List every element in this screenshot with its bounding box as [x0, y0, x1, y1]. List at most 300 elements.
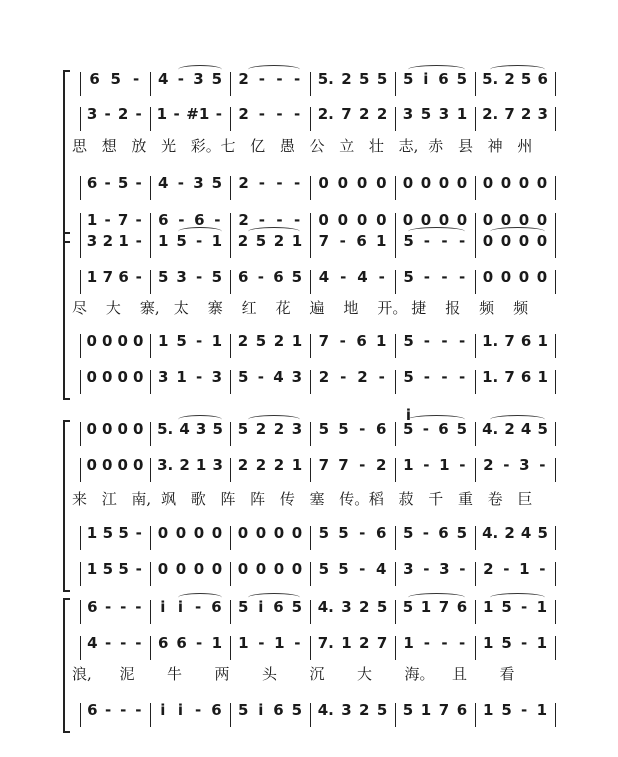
- note: -: [441, 634, 448, 652]
- note: 1: [211, 332, 223, 350]
- note: 1: [86, 268, 98, 286]
- note: 4: [273, 368, 284, 386]
- lyric-syllable: 飒: [161, 490, 177, 508]
- measure: [314, 332, 391, 362]
- note: 2.: [317, 105, 334, 123]
- note: 6: [438, 524, 449, 542]
- note: 6: [356, 332, 367, 350]
- measure: [479, 701, 551, 731]
- note: 3: [439, 560, 450, 578]
- measure: [399, 105, 471, 135]
- barline: [475, 703, 476, 727]
- measure: [399, 456, 471, 486]
- note: 0: [117, 420, 128, 438]
- measure: [479, 456, 551, 486]
- note: 5: [402, 598, 414, 616]
- note: 0: [255, 524, 267, 542]
- barline: [80, 458, 81, 482]
- measure: [234, 105, 306, 135]
- note: 0: [318, 174, 329, 192]
- note: 5: [237, 701, 249, 719]
- note: 0: [482, 232, 494, 250]
- note: 3: [176, 268, 187, 286]
- note: 5: [212, 420, 223, 438]
- note: -: [423, 368, 430, 386]
- lyric-syllable: 壮: [368, 137, 384, 155]
- measure: [234, 70, 306, 100]
- lyric-syllable: 且: [452, 665, 468, 683]
- note: 7: [341, 105, 352, 123]
- note: 7: [438, 598, 450, 616]
- note: 1: [519, 560, 530, 578]
- lyric-syllable: 重: [457, 490, 473, 508]
- note: 0: [337, 174, 349, 192]
- note: -: [196, 232, 203, 250]
- voice-staff: [0, 420, 618, 450]
- measure: [84, 105, 146, 135]
- barline: [475, 72, 476, 96]
- measure: [154, 634, 226, 664]
- note: 1: [420, 701, 432, 719]
- barline: [80, 270, 81, 294]
- measure: [154, 105, 226, 135]
- note: 5: [501, 701, 512, 719]
- note: 2: [375, 456, 387, 474]
- lyric-syllable: 稻: [368, 490, 384, 508]
- note: i: [177, 598, 184, 616]
- lyrics-row: [0, 489, 618, 511]
- note: -: [539, 560, 546, 578]
- note: 0: [102, 332, 113, 350]
- note: 2: [520, 105, 532, 123]
- note: -: [105, 701, 112, 719]
- note: 2: [238, 211, 249, 229]
- note: 0: [273, 560, 285, 578]
- measure: [314, 560, 391, 590]
- note: 5: [118, 524, 129, 542]
- note: 5.: [482, 70, 499, 88]
- note: 0: [500, 268, 512, 286]
- note: -: [294, 634, 301, 652]
- note: 5: [456, 70, 468, 88]
- barline: [310, 334, 311, 358]
- note: -: [194, 598, 202, 616]
- lyric-syllable: 海。: [404, 665, 435, 683]
- note: 5: [403, 268, 414, 286]
- note: 2: [273, 420, 285, 438]
- note: -: [423, 232, 430, 250]
- measure: [154, 524, 226, 554]
- barline: [310, 600, 311, 624]
- note: 5: [291, 268, 303, 286]
- lyric-syllable: 开。: [377, 299, 408, 317]
- note: 3: [157, 368, 169, 386]
- measure: [84, 634, 146, 664]
- voice-staff: [0, 634, 618, 664]
- note: 0: [117, 332, 128, 350]
- note: -: [459, 368, 466, 386]
- measure: [84, 420, 146, 450]
- note: -: [423, 456, 430, 474]
- note: -: [104, 211, 111, 229]
- note: 3: [291, 420, 303, 438]
- note: 4: [179, 420, 190, 438]
- note: 0: [536, 268, 548, 286]
- note: 3: [212, 456, 223, 474]
- note: 5: [318, 524, 330, 542]
- measure: [479, 598, 551, 628]
- note: 1: [403, 634, 414, 652]
- barline: [150, 458, 151, 482]
- note: 1: [195, 456, 207, 474]
- note: 7: [438, 701, 450, 719]
- barline: [80, 636, 81, 660]
- lyric-syllable: 大: [357, 665, 373, 683]
- barline: [475, 600, 476, 624]
- note: 0: [500, 211, 512, 229]
- barline: [80, 562, 81, 586]
- note: 4: [157, 174, 169, 192]
- barline: [150, 703, 151, 727]
- note: 5: [318, 420, 330, 438]
- note: 4: [520, 420, 532, 438]
- note: 1: [536, 598, 548, 616]
- barline: [475, 562, 476, 586]
- note: -: [215, 105, 222, 123]
- barline: [150, 107, 151, 131]
- note: -: [459, 560, 466, 578]
- barline: [80, 234, 81, 258]
- note: -: [423, 560, 430, 578]
- note: 4: [318, 268, 330, 286]
- note: 5: [403, 368, 414, 386]
- barline: [310, 458, 311, 482]
- measure: [399, 560, 471, 590]
- note: 1: [291, 332, 303, 350]
- note: 6: [157, 634, 169, 652]
- barline: [555, 234, 556, 258]
- note: 1: [375, 232, 387, 250]
- barline: [475, 422, 476, 446]
- note: 6: [158, 211, 169, 229]
- barline: [395, 370, 396, 394]
- lyric-syllable: 花: [275, 299, 291, 317]
- lyric-syllable: 捷: [411, 299, 427, 317]
- note: 0: [518, 174, 530, 192]
- note: 0: [117, 368, 128, 386]
- measure: [399, 634, 471, 664]
- note: 0: [86, 420, 97, 438]
- note: 3: [519, 456, 530, 474]
- note: 3: [195, 420, 207, 438]
- measure: [234, 368, 306, 398]
- barline: [555, 176, 556, 200]
- lyric-syllable: 频: [479, 299, 495, 317]
- measure: [84, 456, 146, 486]
- barline: [230, 458, 231, 482]
- note: 0: [291, 524, 303, 542]
- measure: [84, 701, 146, 731]
- note: -: [120, 701, 127, 719]
- note: 1: [439, 456, 450, 474]
- lyric-syllable: 阵: [220, 490, 236, 508]
- note: 0: [420, 211, 432, 229]
- barline: [310, 107, 311, 131]
- note: 0: [518, 211, 530, 229]
- lyric-syllable: 菽: [398, 490, 414, 508]
- note: 0: [133, 368, 144, 386]
- slur: [408, 65, 465, 74]
- lyric-syllable: 南,: [131, 490, 152, 508]
- note: 5: [255, 332, 267, 350]
- note: -: [257, 368, 264, 386]
- note: 5: [102, 524, 113, 542]
- note: i: [177, 701, 184, 719]
- measure: [234, 634, 306, 664]
- note: -: [459, 634, 466, 652]
- measure: [154, 268, 226, 298]
- measure: [84, 598, 146, 628]
- measure: [234, 174, 306, 204]
- measure: [399, 268, 471, 298]
- note: 0: [273, 524, 285, 542]
- note: 0: [237, 524, 249, 542]
- note: 7: [102, 268, 113, 286]
- note: -: [459, 268, 466, 286]
- note: 2: [483, 560, 494, 578]
- barline: [555, 636, 556, 660]
- note: -: [276, 174, 283, 192]
- note: -: [423, 332, 430, 350]
- note: -: [135, 268, 142, 286]
- note: 0: [500, 232, 512, 250]
- note: 2: [255, 420, 267, 438]
- slur: [490, 65, 545, 74]
- note: -: [135, 174, 142, 192]
- note: 1: [291, 232, 303, 250]
- note: 4.: [317, 701, 334, 719]
- slur: [490, 415, 545, 424]
- note: -: [105, 634, 112, 652]
- voice-staff: [0, 368, 618, 398]
- measure: [479, 368, 551, 398]
- note: 4: [357, 268, 368, 286]
- note: -: [133, 70, 140, 88]
- note: 1: [537, 368, 548, 386]
- voice-staff: [0, 174, 618, 204]
- note: -: [539, 456, 546, 474]
- note: 2: [179, 456, 190, 474]
- barline: [150, 334, 151, 358]
- note: 0: [482, 174, 494, 192]
- note: 1: [157, 332, 169, 350]
- note: 1: [86, 211, 98, 229]
- note: 7: [504, 332, 515, 350]
- measure: [234, 332, 306, 362]
- lyric-syllable: 赤: [428, 137, 444, 155]
- barline: [80, 176, 81, 200]
- note: 0: [291, 560, 303, 578]
- measure: [84, 232, 146, 262]
- note: 6: [537, 70, 548, 88]
- note: 1.: [482, 332, 499, 350]
- note: 5: [501, 598, 512, 616]
- note: 2: [237, 456, 249, 474]
- voice-staff: [0, 456, 618, 486]
- lyric-syllable: 红: [241, 299, 257, 317]
- barline: [230, 422, 231, 446]
- note: 5: [537, 420, 548, 438]
- lyric-syllable: 地: [343, 299, 359, 317]
- measure: [479, 420, 551, 450]
- barline: [230, 703, 231, 727]
- barline: [150, 270, 151, 294]
- note: -: [521, 634, 528, 652]
- lyric-syllable: 公: [309, 137, 325, 155]
- lyric-syllable: 传: [279, 490, 295, 508]
- note: 5: [338, 420, 349, 438]
- note: 0: [536, 211, 548, 229]
- note: 2: [273, 232, 285, 250]
- note: -: [441, 232, 448, 250]
- note: 6: [86, 174, 98, 192]
- barline: [230, 270, 231, 294]
- note: 2: [359, 701, 370, 719]
- note: 3: [341, 701, 352, 719]
- measure: [479, 70, 551, 100]
- note: 2: [318, 368, 330, 386]
- note: 5: [338, 524, 349, 542]
- voice-staff: [0, 105, 618, 135]
- measure: [154, 560, 226, 590]
- slur: [178, 415, 222, 424]
- lyric-syllable: 两: [214, 665, 230, 683]
- barline: [555, 703, 556, 727]
- note: #1: [186, 105, 210, 123]
- lyric-syllable: 志,: [398, 137, 419, 155]
- measure: [84, 70, 146, 100]
- note: 5: [255, 232, 267, 250]
- note: 1: [482, 634, 494, 652]
- note: 0: [518, 268, 530, 286]
- note: 0: [102, 420, 113, 438]
- note: -: [214, 211, 221, 229]
- note: 0: [318, 211, 329, 229]
- note: -: [177, 174, 184, 192]
- note: -: [521, 701, 528, 719]
- measure: [234, 560, 306, 590]
- note: 0: [337, 211, 349, 229]
- note: -: [378, 268, 385, 286]
- barline: [150, 422, 151, 446]
- note: 5: [376, 70, 388, 88]
- barline: [555, 107, 556, 131]
- note: 0: [482, 268, 494, 286]
- note: 2: [237, 232, 249, 250]
- note: 1: [537, 332, 548, 350]
- barline: [395, 562, 396, 586]
- note: 2: [359, 105, 370, 123]
- voice-staff: [0, 524, 618, 554]
- measure: [234, 701, 306, 731]
- barline: [230, 526, 231, 550]
- barline: [80, 526, 81, 550]
- measure: [314, 368, 391, 398]
- measure: [84, 268, 146, 298]
- measure: [84, 174, 146, 204]
- barline: [555, 526, 556, 550]
- lyric-syllable: 亿: [250, 137, 266, 155]
- barline: [80, 703, 81, 727]
- note: 5: [157, 268, 169, 286]
- note: i: [160, 701, 166, 719]
- note: -: [135, 211, 142, 229]
- measure: [399, 420, 471, 450]
- note: 6: [375, 524, 387, 542]
- note: 0: [376, 174, 387, 192]
- note: 0: [86, 332, 97, 350]
- note: -: [294, 105, 301, 123]
- note: -: [459, 332, 466, 350]
- note: -: [294, 211, 301, 229]
- measure: [84, 368, 146, 398]
- note: 0: [157, 560, 169, 578]
- slur: [248, 415, 300, 424]
- note: -: [104, 174, 111, 192]
- barline: [230, 562, 231, 586]
- note: -: [459, 232, 466, 250]
- note: 0: [518, 232, 530, 250]
- note: 3: [86, 232, 98, 250]
- note: 5: [402, 70, 414, 88]
- voice-staff: [0, 598, 618, 628]
- note: 6: [438, 70, 449, 88]
- note: -: [503, 560, 510, 578]
- note: 5: [403, 232, 414, 250]
- barline: [395, 422, 396, 446]
- note: 5: [176, 232, 187, 250]
- note: -: [135, 232, 142, 250]
- note: 2: [357, 368, 368, 386]
- measure: [314, 634, 391, 664]
- lyric-syllable: 遍: [309, 299, 325, 317]
- note: 2: [273, 456, 285, 474]
- note: 1: [403, 456, 414, 474]
- note: 2.: [482, 105, 499, 123]
- note: -: [178, 211, 185, 229]
- barline: [475, 370, 476, 394]
- measure: [84, 332, 146, 362]
- note: 2: [102, 232, 113, 250]
- note: -: [120, 634, 127, 652]
- barline: [230, 234, 231, 258]
- lyric-syllable: 沉: [309, 665, 325, 683]
- note: 6: [273, 701, 284, 719]
- note: 0: [86, 456, 97, 474]
- barline: [230, 636, 231, 660]
- note: 6: [211, 701, 222, 719]
- note: -: [135, 560, 142, 578]
- barline: [395, 107, 396, 131]
- barline: [80, 600, 81, 624]
- note: 6: [87, 598, 98, 616]
- note: 3: [193, 174, 204, 192]
- measure: [399, 332, 471, 362]
- note: 7: [504, 368, 515, 386]
- measure: [479, 268, 551, 298]
- barline: [230, 72, 231, 96]
- note: 2: [237, 332, 249, 350]
